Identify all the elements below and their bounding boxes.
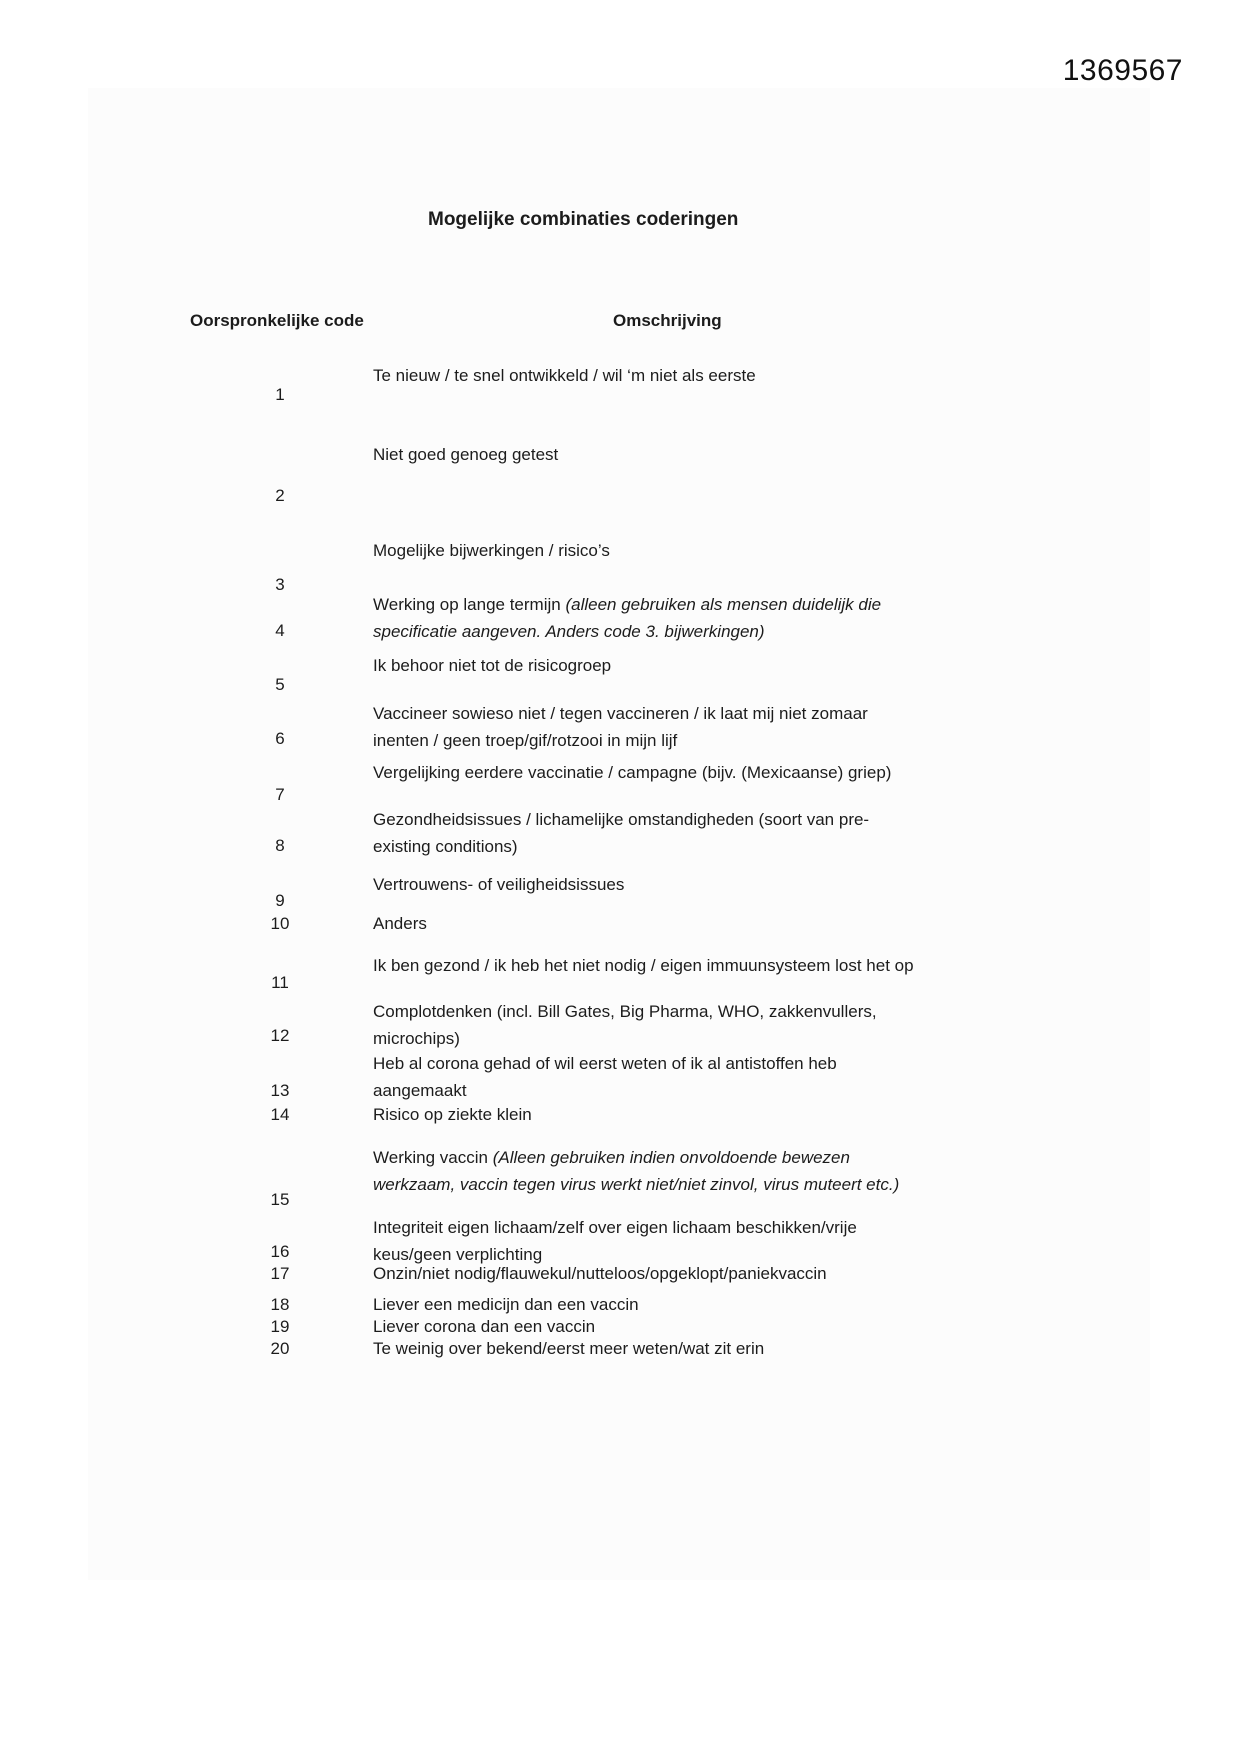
description-line: inenten / geen troep/gif/rotzooi in mijn lijf — [373, 731, 678, 750]
description-line: Liever een medicijn dan een vaccin — [373, 1295, 639, 1314]
description-cell — [373, 806, 869, 860]
description-line: Mogelijke bijwerkingen / risico’s — [373, 541, 610, 560]
description-line: Liever corona dan een vaccin — [373, 1317, 596, 1336]
code-cell: 5 — [275, 675, 285, 694]
description-cell — [373, 591, 881, 645]
document-number: 1369567 — [1062, 54, 1183, 87]
code-cell: 19 — [270, 1317, 290, 1336]
description-cell — [373, 759, 891, 786]
description-cell — [373, 441, 558, 468]
code-cell: 2 — [275, 486, 285, 505]
description-line: microchips) — [373, 1029, 460, 1048]
description-line: aangemaakt — [373, 1081, 467, 1100]
description-line: Ik behoor niet tot de risicogroep — [373, 656, 612, 675]
code-cell: 9 — [275, 891, 285, 910]
description-line: Te nieuw / te snel ontwikkeld / wil ‘m niet als eerste — [373, 366, 756, 385]
code-cell: 16 — [270, 1242, 290, 1261]
description-line: Vertrouwens- of veiligheidsissues — [373, 875, 625, 894]
description-line: Risico op ziekte klein — [373, 1105, 532, 1124]
description-cell — [373, 998, 877, 1052]
code-cell: 18 — [270, 1295, 290, 1314]
description-cell — [373, 1335, 764, 1362]
code-cell: 4 — [275, 621, 285, 640]
description-cell — [373, 1260, 827, 1287]
description-cell — [373, 871, 624, 898]
code-cell: 3 — [275, 575, 285, 594]
description-line: werkzaam, vaccin tegen virus werkt niet/niet zinvol, virus muteert etc.) — [373, 1175, 900, 1194]
description-cell — [373, 1144, 899, 1198]
description-cell — [373, 910, 427, 937]
code-cell: 12 — [270, 1026, 290, 1045]
code-cell: 17 — [270, 1264, 290, 1283]
description-cell — [373, 700, 868, 754]
description-line: Onzin/niet nodig/flauwekul/nutteloos/opgeklopt/paniekvaccin — [373, 1264, 827, 1283]
code-cell: 7 — [275, 785, 285, 804]
description-cell — [373, 537, 610, 564]
description-cell — [373, 652, 611, 679]
description-cell — [373, 362, 756, 389]
description-line: Werking op lange termijn (alleen gebruiken als mensen duidelijk die — [373, 595, 882, 614]
page-title: Mogelijke combinaties coderingen — [428, 209, 739, 230]
description-line: keus/geen verplichting — [373, 1245, 543, 1264]
description-line: Werking vaccin (Alleen gebruiken indien onvoldoende bewezen — [373, 1148, 850, 1167]
code-cell: 14 — [270, 1105, 290, 1124]
code-cell: 11 — [271, 973, 289, 992]
code-cell: 15 — [270, 1190, 290, 1209]
description-line: Complotdenken (incl. Bill Gates, Big Pharma, WHO, zakkenvullers, — [373, 1002, 877, 1021]
column-header-description: Omschrijving — [613, 311, 722, 330]
code-cell: 1 — [275, 385, 285, 404]
code-cell: 20 — [270, 1339, 290, 1358]
code-cell: 8 — [275, 836, 285, 855]
description-line: Niet goed genoeg getest — [373, 445, 559, 464]
description-cell — [373, 952, 914, 979]
description-line: Te weinig over bekend/eerst meer weten/wat zit erin — [373, 1339, 765, 1358]
description-line: Integriteit eigen lichaam/zelf over eigen lichaam beschikken/vrije — [373, 1218, 857, 1237]
column-header-original-code: Oorspronkelijke code — [190, 311, 364, 330]
description-line: Anders — [373, 914, 427, 933]
description-line: Heb al corona gehad of wil eerst weten of ik al antistoffen heb — [373, 1054, 837, 1073]
description-line: Vergelijking eerdere vaccinatie / campagne (bijv. (Mexicaanse) griep) — [373, 763, 892, 782]
code-cell: 6 — [275, 729, 285, 748]
description-line: Gezondheidsissues / lichamelijke omstandigheden (soort van pre- — [373, 810, 870, 829]
code-cell: 13 — [270, 1081, 290, 1100]
description-line: Vaccineer sowieso niet / tegen vaccineren / ik laat mij niet zomaar — [373, 704, 868, 723]
description-cell — [373, 1050, 837, 1104]
code-cell: 10 — [270, 914, 290, 933]
description-line: specificatie aangeven. Anders code 3. bijwerkingen) — [373, 622, 765, 641]
description-line: Ik ben gezond / ik heb het niet nodig / eigen immuunsysteem lost het op — [373, 956, 914, 975]
description-cell — [373, 1101, 532, 1128]
description-line: existing conditions) — [373, 837, 518, 856]
